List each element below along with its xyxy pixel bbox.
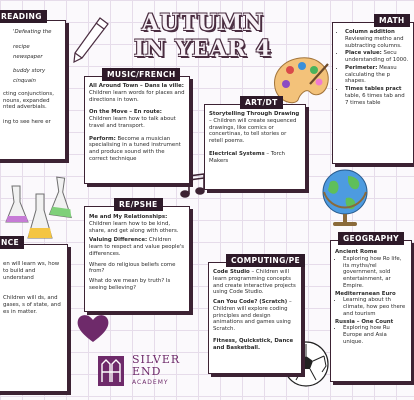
school-name-1: SILVER <box>132 353 181 366</box>
art-dt-card <box>204 104 306 190</box>
art-dt-header: ART/DT <box>240 96 283 109</box>
music-s1-title: All Around Town – Dans la ville: <box>89 83 184 89</box>
maths-item-4-title: Times tables pract <box>345 86 402 92</box>
science-text-1: en will learn ws, how to build and understand <box>3 261 60 281</box>
science-header: NCE <box>0 236 24 249</box>
geography-header: GEOGRAPHY <box>338 232 404 245</box>
computing-s3-title: Fitness, Quickstick, Dance and Basketball. <box>213 337 294 351</box>
rephse-s2-title: Valuing Difference: <box>89 237 148 244</box>
music-s3-text: Become a musician specialising in a tuned instrument and produce sound with the correct technique <box>89 135 181 162</box>
school-name-3: ACADEMY <box>132 379 169 386</box>
computing-pe-header: COMPUTING/PE <box>226 254 305 267</box>
maths-item-4-text: table, 6 times tab and 7 times table <box>345 92 405 106</box>
reading-book-1: 'Defeating the <box>13 29 52 35</box>
maths-item-2-title: Place value: <box>345 50 382 57</box>
geography-s1-item: • Exploring how Ro life, its myths/rel government, sold entertainment, ar Empire. <box>343 256 407 290</box>
artdt-s2-text: – Torch Makers <box>209 150 285 164</box>
rephse-s1-title: Me and My Relationships: <box>89 214 168 220</box>
music-s2-title: On the Move – En route: <box>89 109 162 116</box>
rephse-s2-text: Children learn to respect and value people's differences. <box>89 237 185 257</box>
maths-item-2-text: Secu understanding of 1000. <box>345 50 409 63</box>
maths-item-1-text: Reviewing metho and subtracting columns. <box>345 35 404 49</box>
geography-s3-title: Russia – One Count <box>335 318 394 325</box>
flask-icon <box>2 172 80 244</box>
reading-book-5: cinquain <box>13 78 36 84</box>
computing-pe-card <box>208 262 302 374</box>
music-s3-title: Perform: <box>89 135 116 142</box>
music-s1-text: Children learn words for places and directions in town. <box>89 89 185 103</box>
computing-s2-title: Can You Code? (Scratch) <box>213 299 288 305</box>
reading-header: READING <box>0 10 47 23</box>
artdt-s1-title: Storytelling Through Drawing <box>209 111 300 117</box>
science-text-2: Children will ds, and gases, s of state, and es in matter. <box>3 295 61 315</box>
page-title: AUTUMN IN YEAR 4 <box>134 10 272 62</box>
school-logo-icon <box>96 354 126 388</box>
reading-grammar: cting conjunctions, nouns, expanded nted adverbials. <box>3 90 54 111</box>
computing-s1-text: – Children will learn programming concepts and create interactive projects using Code Studio. <box>213 269 296 296</box>
reading-book-2: recipe <box>13 43 30 50</box>
maths-item-3-title: Perimeter: <box>345 64 378 71</box>
computing-s2-text: – Children will explore coding principles and design animations and games using Scratch. <box>213 299 292 332</box>
maths-card <box>332 22 414 164</box>
geography-s2-title: Mediterranean Euro <box>335 290 396 297</box>
reading-book-4: buddy story <box>13 68 46 75</box>
reading-card <box>0 20 66 160</box>
maths-item-1-title: Column addition <box>345 29 395 35</box>
geography-s2-item: • Learning about th climate, how peo there and tourism <box>343 297 407 317</box>
maths-item-3-text: Measu calculating the p shapes. <box>345 64 397 85</box>
heart-icon <box>76 312 110 344</box>
artdt-s2-title: Electrical Systems <box>209 150 265 157</box>
geography-s3-item: • Exploring how Ru Europe and Asia unique. <box>343 325 407 345</box>
school-logo <box>96 352 206 390</box>
reading-book-3: newspaper <box>13 53 43 60</box>
artdt-s1-text: – Children will create sequenced drawings, like comics or concertinas, to tell stories or retell poems. <box>209 117 297 144</box>
globe-icon <box>318 166 372 230</box>
music-s2-text: Children learn how to talk about travel and transport. <box>89 116 176 129</box>
music-french-card <box>84 76 190 184</box>
pencil-icon <box>70 14 112 66</box>
music-french-header: MUSIC/FRENCH <box>102 68 180 81</box>
school-name-2: END <box>132 365 162 378</box>
maths-header: MATH <box>374 14 410 27</box>
rephse-q2: What do we mean by truth? Is seeing believing? <box>89 278 171 291</box>
re-pshe-card <box>84 206 190 312</box>
re-pshe-header: RE/PSHE <box>114 198 163 211</box>
computing-s1-title: Code Studio <box>213 269 250 275</box>
rephse-s1-text: Children learn how to be kind, share, and get along with others. <box>89 220 179 234</box>
geography-card <box>330 240 412 382</box>
rephse-q1: Where do religious beliefs come from? <box>89 261 176 275</box>
science-card <box>0 244 68 392</box>
geography-s1-title: Ancient Rome <box>335 249 378 255</box>
reading-more: ing to see here er <box>3 119 51 125</box>
